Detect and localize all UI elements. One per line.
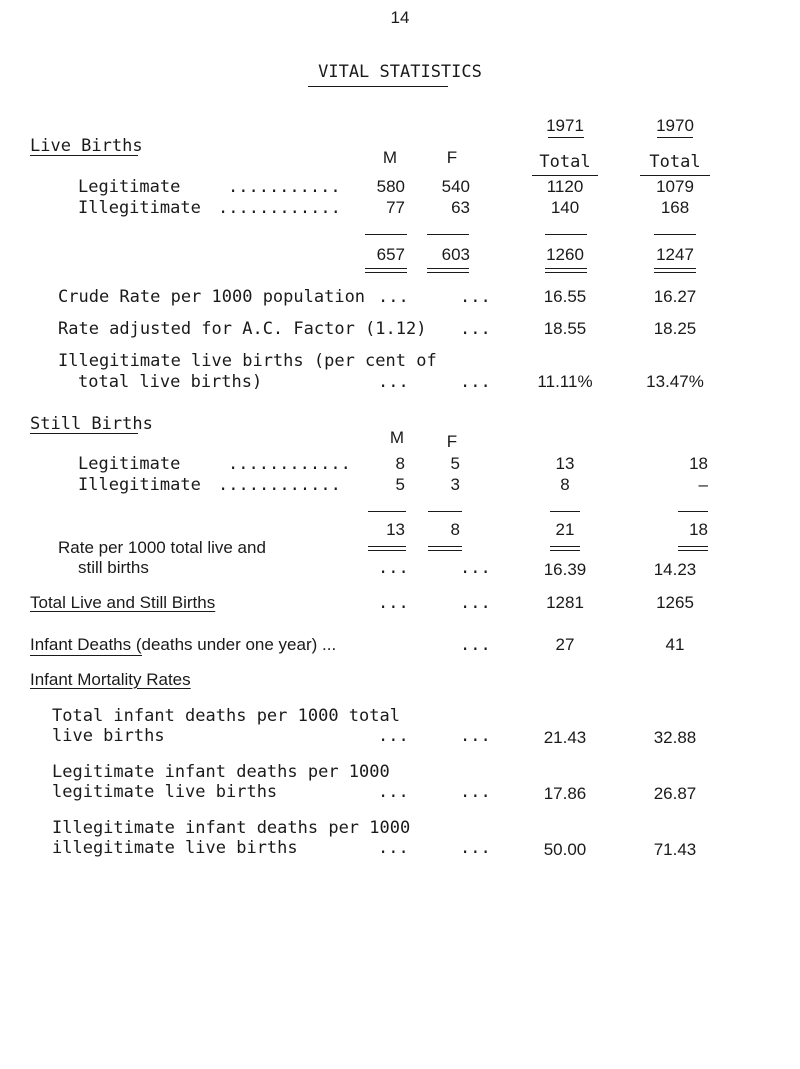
live-f-sum-rule (427, 234, 469, 235)
infant-deaths-label (30, 635, 336, 655)
still-births-total-1970: 18 (689, 520, 708, 539)
total-live-still-1970: 1265 (656, 593, 694, 612)
mortality-row-dots: ... (378, 838, 409, 858)
live-m-sum-rule (365, 234, 407, 235)
still-1971-total-rule (550, 546, 580, 551)
crude-rate-1971: 16.55 (543, 287, 587, 306)
still-births-illegit-1971: 8 (560, 475, 570, 494)
mortality-row-label: Illegitimate infant deaths per 1000 (52, 818, 411, 838)
still-births-legit-1971: 13 (555, 454, 575, 473)
live-births-heading (30, 136, 143, 156)
total-live-still-dots: ... (460, 593, 491, 613)
crude-rate-label: Crude Rate per 1000 population (58, 287, 366, 307)
still-births-legit-m: 8 (395, 454, 405, 473)
live-births-illegit-m: 77 (386, 198, 405, 217)
mortality-row-label: Total infant deaths per 1000 total (52, 706, 400, 726)
infant-deaths-1970: 41 (665, 635, 685, 654)
adjusted-rate-label: Rate adjusted for A.C. Factor (1.12) (58, 319, 427, 339)
year-1970-header: 1970 (656, 116, 694, 135)
total-live-still-label-text: Total Live and Still Births (30, 593, 216, 612)
still-births-col-f: F (446, 432, 458, 451)
adjusted-rate-1970: 18.25 (653, 319, 697, 338)
still-births-legit-f: 5 (450, 454, 460, 473)
mortality-total-1971: 21.43 (543, 728, 587, 747)
still-births-col-m: M (389, 428, 405, 447)
live-1970-sum-rule (654, 234, 696, 235)
mortality-row-dots: ... (378, 782, 409, 802)
crude-rate-1970: 16.27 (653, 287, 697, 306)
still-births-total-m: 13 (386, 520, 405, 539)
mortality-row-dots: ... (460, 726, 491, 746)
live-births-col-total-1971: Total (539, 152, 591, 172)
year-1971-underline (548, 137, 584, 138)
still-1971-sum-rule (550, 511, 580, 512)
still-births-illegit-f: 3 (450, 475, 460, 494)
still-rate-label: Rate per 1000 total live and (58, 538, 266, 557)
illegit-percent-1970: 13.47% (646, 372, 704, 391)
still-births-row-leader: ............ (228, 454, 351, 474)
still-births-heading (30, 414, 153, 434)
still-births-heading-text: Still Births (30, 414, 153, 434)
live-births-total-1970: 1247 (656, 245, 694, 264)
live-births-row-label: Legitimate (78, 177, 181, 197)
title-underline (308, 86, 448, 87)
mortality-total-1970: 32.88 (653, 728, 697, 747)
infant-mortality-heading-text: Infant Mortality Rates (30, 670, 191, 689)
infant-deaths-underline (30, 655, 142, 656)
year-1971-header: 1971 (546, 116, 584, 135)
mortality-illegit-1970: 71.43 (653, 840, 697, 859)
still-1970-sum-rule (678, 511, 708, 512)
still-births-illegit-m: 5 (395, 475, 405, 494)
mortality-legit-1970: 26.87 (653, 784, 697, 803)
still-births-total-1971: 21 (555, 520, 575, 539)
page-number: 14 (390, 8, 410, 27)
still-births-heading-underline (30, 433, 138, 434)
live-births-heading-text: Live Births (30, 136, 143, 156)
live-births-row-leader: ........... (228, 177, 341, 197)
live-births-illegit-f: 63 (451, 198, 470, 217)
illegit-percent-dots: ... (460, 372, 491, 392)
illegit-percent-dots: ... (378, 372, 409, 392)
mortality-legit-1971: 17.86 (543, 784, 587, 803)
still-births-row-label: Illegitimate (78, 475, 201, 495)
year-1970-underline (657, 137, 693, 138)
live-1971-total-rule (545, 268, 587, 273)
live-f-total-rule (427, 268, 469, 273)
mortality-illegit-1971: 50.00 (543, 840, 587, 859)
mortality-row-label: illegitimate live births (52, 838, 298, 858)
live-births-row-label: Illegitimate (78, 198, 201, 218)
live-1971-sum-rule (545, 234, 587, 235)
illegit-percent-1971: 11.11% (537, 372, 593, 391)
live-births-row-leader: ............ (218, 198, 341, 218)
live-births-legit-m: 580 (376, 177, 405, 196)
mortality-row-label: live births (52, 726, 165, 746)
mortality-row-label: legitimate live births (52, 782, 278, 802)
infant-deaths-label-text: Infant Deaths (deaths under one year) (30, 635, 318, 654)
still-rate-1971: 16.39 (543, 560, 587, 579)
infant-deaths-dots: ... (322, 635, 337, 654)
still-rate-dots: ... (378, 558, 409, 578)
still-births-illegit-1970: – (698, 475, 708, 494)
page-title-text: VITAL STATISTICS (318, 62, 482, 82)
still-births-row-label: Legitimate (78, 454, 181, 474)
still-births-total-f: 8 (450, 520, 460, 539)
infant-mortality-heading (30, 670, 191, 690)
live-births-legit-1970: 1079 (656, 177, 694, 196)
illegit-percent-label: total live births) (78, 372, 263, 392)
live-births-total-m: 657 (376, 245, 405, 264)
still-f-sum-rule (428, 511, 462, 512)
crude-rate-dots: ... (378, 287, 409, 307)
live-1970-total-rule (654, 268, 696, 273)
live-births-legit-f: 540 (441, 177, 470, 196)
total-live-still-label (30, 593, 215, 613)
live-births-col-f: F (446, 148, 458, 167)
live-m-total-rule (365, 268, 407, 273)
total-1970-underline (640, 175, 710, 176)
mortality-row-label: Legitimate infant deaths per 1000 (52, 762, 390, 782)
live-births-col-total-1970: Total (649, 152, 701, 172)
live-births-total-f: 603 (441, 245, 470, 264)
adjusted-rate-1971: 18.55 (543, 319, 587, 338)
page-title (290, 62, 510, 82)
live-births-col-m: M (382, 148, 398, 167)
still-m-sum-rule (368, 511, 406, 512)
mortality-row-dots: ... (460, 838, 491, 858)
mortality-row-dots: ... (460, 782, 491, 802)
infant-deaths-1971: 27 (555, 635, 575, 654)
total-live-still-dots: ... (378, 593, 409, 613)
live-births-illegit-1971: 140 (550, 198, 580, 217)
still-f-total-rule (428, 546, 462, 551)
live-births-illegit-1970: 168 (660, 198, 690, 217)
mortality-row-dots: ... (378, 726, 409, 746)
still-1970-total-rule (678, 546, 708, 551)
still-rate-1970: 14.23 (653, 560, 697, 579)
illegit-percent-label: Illegitimate live births (per cent of (58, 351, 437, 371)
still-births-row-leader: ............ (218, 475, 341, 495)
live-births-heading-underline (30, 155, 138, 156)
still-m-total-rule (368, 546, 406, 551)
still-births-legit-1970: 18 (689, 454, 708, 473)
total-1971-underline (532, 175, 598, 176)
live-births-legit-1971: 1120 (546, 177, 584, 196)
crude-rate-dots: ... (460, 287, 491, 307)
infant-deaths-dots: ... (460, 635, 491, 655)
adjusted-rate-dots: ... (460, 319, 491, 339)
still-rate-dots: ... (460, 558, 491, 578)
total-live-still-1971: 1281 (546, 593, 584, 612)
live-births-total-1971: 1260 (546, 245, 584, 264)
still-rate-label: still births (78, 558, 149, 577)
